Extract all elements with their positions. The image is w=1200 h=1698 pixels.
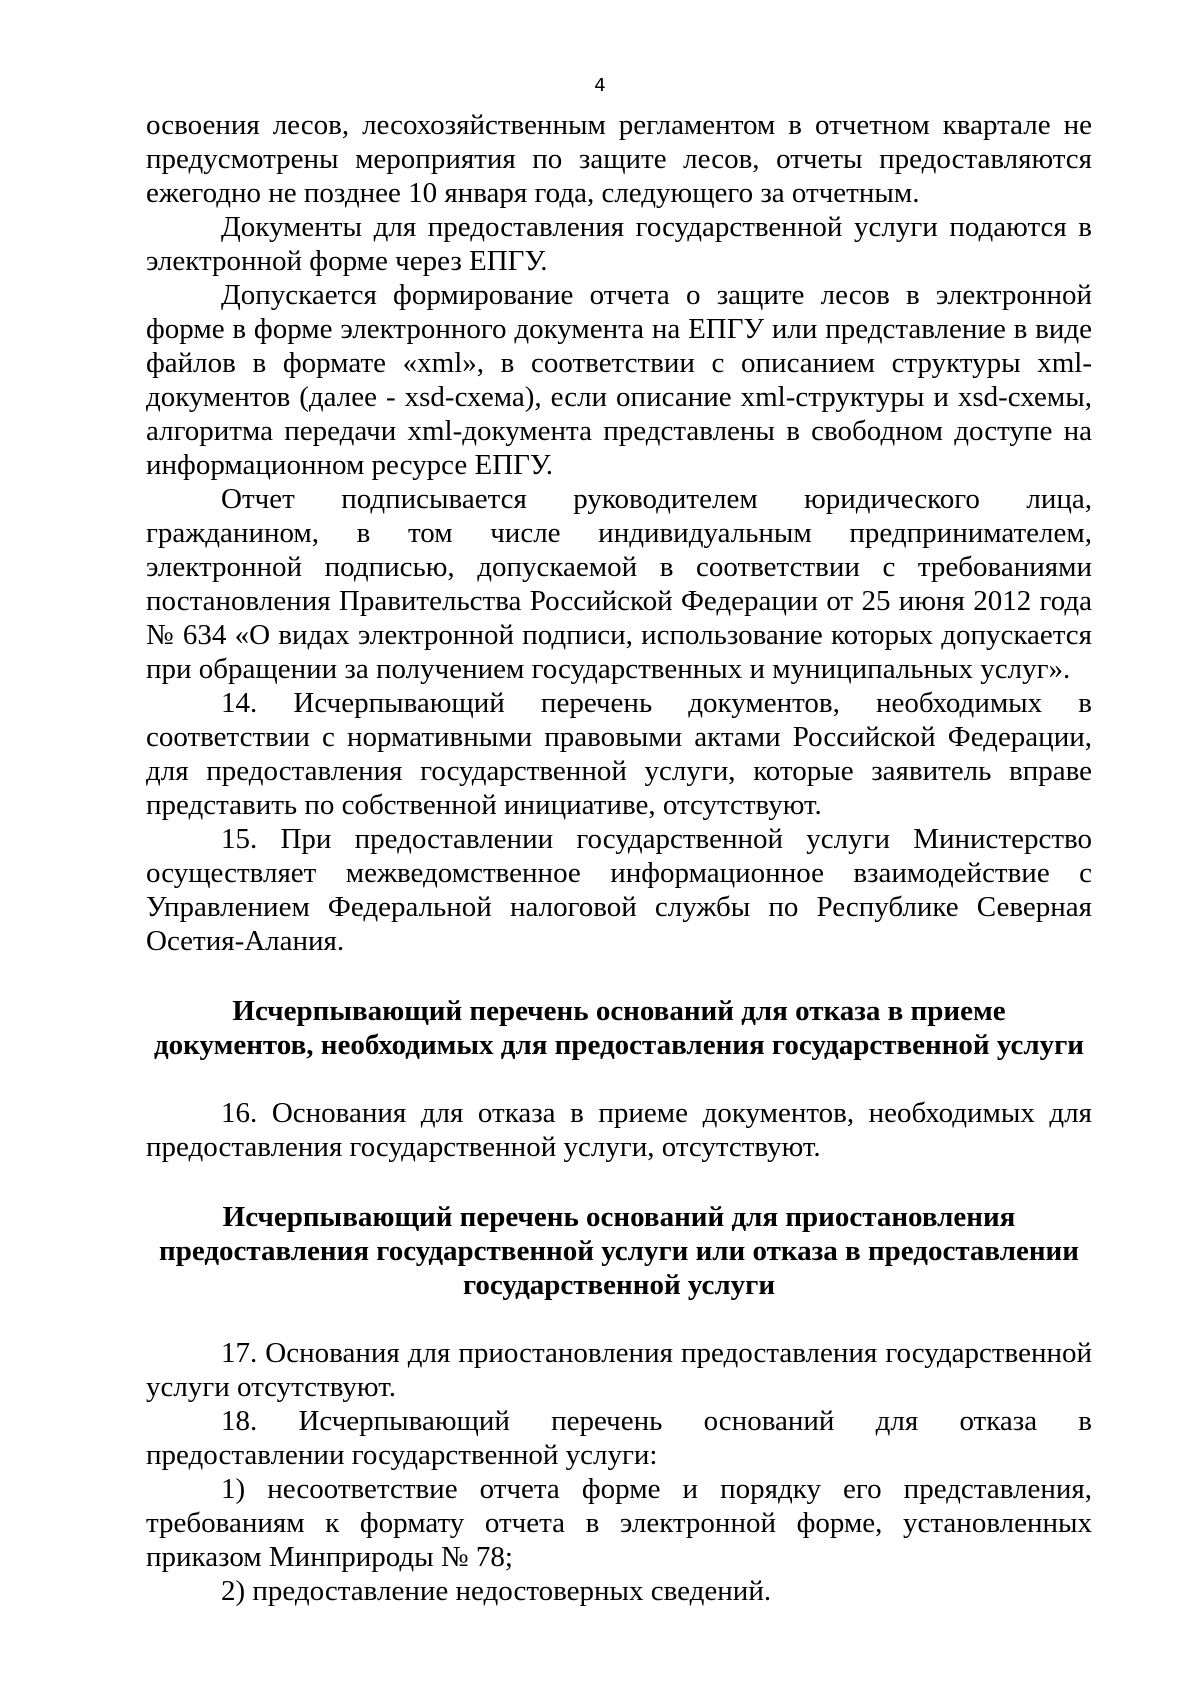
section-heading-suspension-refusal <box>146 1200 1092 1302</box>
paragraph-15: 15. При предоставлении государственной услуги Министерство осуществляет межведомственное информационное взаимодействие с Управлением Федеральной налоговой службы по Республике Северная Осетия-Алания. <box>146 823 1092 957</box>
paragraph-14: 14. Исчерпывающий перечень документов, необходимых в соответствии с нормативными правовыми актами Российской Федерации, для предоставления государственной услуги, которые заявитель вправе представить по собственной инициативе, отсутствуют. <box>146 687 1092 821</box>
paragraph-17: 17. Основания для приостановления предоставления государственной услуги отсутствуют. <box>146 1337 1092 1403</box>
paragraph-16: 16. Основания для отказа в приеме документов, необходимых для предоставления государственной услуги, отсутствуют. <box>146 1097 1092 1163</box>
heading-line: Исчерпывающий перечень оснований для приостановления <box>222 1201 1016 1233</box>
heading-line: документов, необходимых для предоставления государственной услуги <box>154 1029 1084 1061</box>
spacer <box>146 1062 1092 1096</box>
section-heading-refusal-reception <box>146 994 1092 1062</box>
spacer <box>146 1164 1092 1200</box>
page-number: 4 <box>594 75 606 96</box>
document-body <box>146 108 1092 1608</box>
paragraph-epgu-submission: Документы для предоставления государственной услуги подаются в электронной форме через ЕПГУ. <box>146 211 1092 277</box>
list-item-1: 1) несоответствие отчета форме и порядку его представления, требованиям к формату отчета в электронной форме, установленных приказом Минприроды № 78; <box>146 1473 1092 1573</box>
heading-line: государственной услуги <box>462 1269 776 1301</box>
list-item-2: 2) предоставление недостоверных сведений. <box>221 1575 772 1607</box>
spacer <box>146 1302 1092 1336</box>
heading-line: Исчерпывающий перечень оснований для отказа в приеме <box>232 995 1006 1027</box>
paragraph-18: 18. Исчерпывающий перечень оснований для отказа в предоставлении государственной услуги: <box>146 1405 1092 1471</box>
heading-line: предоставления государственной услуги или отказа в предоставлении <box>159 1235 1079 1267</box>
paragraph-continuation: освоения лесов, лесохозяйственным регламентом в отчетном квартале не предусмотрены мероприятия по защите лесов, отчеты предоставляются ежегодно не позднее 10 января года, следующего за отчетным. <box>146 109 1092 209</box>
spacer <box>146 958 1092 994</box>
paragraph-xml-format: Допускается формирование отчета о защите лесов в электронной форме в форме электронного документа на ЕПГУ или представление в виде файлов в формате «xml», в соответствии с описанием структуры xml-документов (далее - xsd-схема), если описание xml-структуры и xsd-схемы, алгоритма передачи xml-документа представлены в свободном доступе на информационном ресурсе ЕПГУ. <box>146 279 1092 481</box>
paragraph-electronic-signature: Отчет подписывается руководителем юридического лица, гражданином, в том числе индивидуальным предпринимателем, электронной подписью, допускаемой в соответствии с требованиями постановления Правительства Российской Федерации от 25 июня 2012 года № 634 «О видах электронной подписи, использование которых допускается при обращении за получением государственных и муниципальных услуг». <box>146 483 1092 685</box>
